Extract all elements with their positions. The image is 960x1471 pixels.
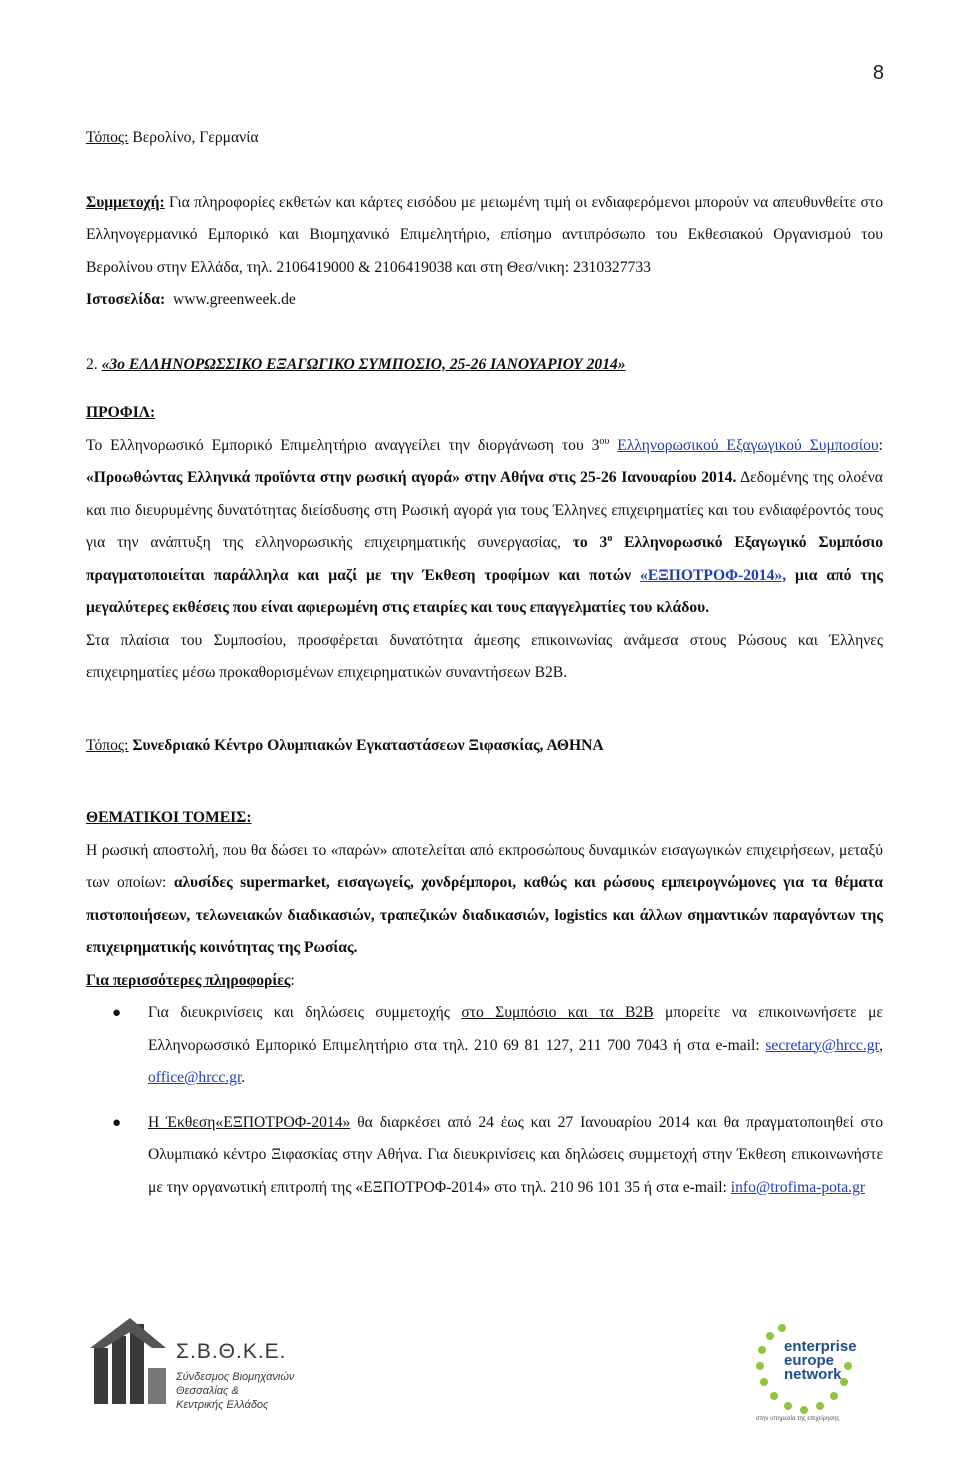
thematic-heading: ΘΕΜΑΤΙΚΟΙ ΤΟΜΕΙΣ: [86,809,252,826]
location-label: Τόπος: [86,129,129,146]
page-content [86,122,883,1216]
profile-heading: ΠΡΟΦΙΛ: [86,404,156,421]
thematic-paragraph: Η ρωσική αποστολή, που θα δώσει το «παρών» αποτελείται από εκπροσώπους δυναμικών εισαγωγικών επιχειρήσεων, μεταξύ των οποίων: αλυσίδες supermarket, εισαγωγείς, χονδρέμποροι, καθώς και ρώσους εμπειρογνώμονες για τα θέματα πιστοποιήσεων, τελωνειακών διαδικασιών, τραπεζικών διαδικασιών, logistics και άλλων σημαντικών παραγόντων της επιχειρηματικής κοινότητας της Ρωσίας. [86,841,883,956]
een-logo [752,1318,872,1428]
sbke-title: Σ.Β.Θ.Κ.Ε. [176,1340,287,1363]
b2b-paragraph: Στα πλαίσια του Συμποσίου, προσφέρεται δυνατότητα άμεσης επικοινωνίας ανάμεσα στους Ρώσους και Έλληνες επιχειρηματίες μέσω προκαθορισμένων επιχειρηματικών συναντήσεων B2B. [86,631,883,681]
expotrof-link[interactable]: «ΕΞΠΟΤΡΟΦ-2014», [640,566,787,584]
website-line [86,284,883,317]
website-label: Ιστοσελίδα: [86,291,166,308]
een-wordmark: enterprise europe network [784,1338,857,1383]
email-link-office[interactable]: office@hrcc.gr [148,1069,242,1086]
venue-line [86,730,883,763]
een-tagline: στην υπηρεσία της επιχείρησης [756,1416,840,1422]
participation-paragraph: Συμμετοχή: Για πληροφορίες εκθετών και κάρτες εισόδου με μειωμένη τιμή οι ενδιαφερόμενοι μπορούν να απευθυνθείτε στο Ελληνογερμανικό Εμπορικό και Βιομηχανικό Επιμελητήριο, επίσημο αντιπρόσωπο του Εκθεσιακού Οργανισμού του Βερολίνου στην Ελλάδα, τηλ. 2106419000 & 2106419038 και στη Θεσ/νικη: 2310327733 [86,193,883,276]
bullet-icon: ● [112,1114,122,1131]
email-link-info[interactable]: info@trofima-pota.gr [730,1178,866,1196]
more-info-heading: Για περισσότερες πληροφορίες: [86,971,295,989]
sbke-subtitle: Σύνδεσμος Βιομηχανιών Θεσσαλίας & Κεντρικής Ελλάδος [176,1371,295,1411]
list-item: ● Για διευκρινίσεις και δηλώσεις συμμετοχής στο Συμπόσιο και τα B2B μπορείτε να επικοινωνήσετε με Ελληνορωσσικό Εμπορικό Επιμελητήριο στα τηλ. 210 69 81 127, 211 700 7043 ή στα e-mail: secretary@hrcc.gr, office@hrcc.gr. [86,997,883,1095]
symposium-link[interactable]: Ελληνορωσικού Εξαγωγικού Συμποσίου [617,436,879,454]
section-title: «3ο ΕΛΛΗΝΟΡΩΣΣΙΚΟ ΕΞΑΓΩΓΙΚΟ ΣΥΜΠΟΣΙΟ, 25-26 ΙΑΝΟΥΑΡΙΟΥ 2014» [101,355,626,373]
venue-label: Τόπος: [86,736,129,754]
page-number: 8 [872,62,884,84]
bullet-icon: ● [112,1005,122,1021]
email-link-secretary[interactable]: secretary@hrcc.gr [765,1036,880,1054]
sbke-logo [90,1318,340,1428]
sbke-mark-icon [90,1318,170,1408]
website-value: www.greenweek.de [172,291,296,308]
participation-label: Συμμετοχή: [86,193,165,211]
profile-paragraph: Το Ελληνορωσικό Εμπορικό Επιμελητήριο αναγγείλει την διοργάνωση του $3^{o\upsilon}$ Ελληνορωσικού Εξαγωγικού Συμποσίου: «Προωθώντας Ελληνικά προϊόντα στην ρωσική αγορά» στην Αθήνα στις 25-26 Ιανουαρίου 2014. Δεδομένης της ολοένα και πιο διευρυμένης δυνατότητας διείσδυσης στη Ρωσική αγορά για τους Έλληνες επιχειρηματίες και του ενδιαφέροντός τους για την ανάπτυξη της ελληνορωσικής επιχειρηματικής συνεργασίας, το $3^o$ Ελληνορωσικό Εξαγωγικό Συμπόσιο πραγματοποιείται παράλληλα και μαζί με την Έκθεση τροφίμων και ποτών «ΕΞΠΟΤΡΟΦ-2014», μια από της μεγαλύτερες εκθέσεις που είναι αφιερωμένη στις εταιρίες και τους επαγγελματίες του κλάδου. [86,435,884,616]
section-heading: 2. «3ο ΕΛΛΗΝΟΡΩΣΣΙΚΟ ΕΞΑΓΩΓΙΚΟ ΣΥΜΠΟΣΙΟ, 25-26 ΙΑΝΟΥΑΡΙΟΥ 2014» [86,355,626,373]
location-line: Τόπος: Βερολίνο, Γερμανία [86,129,259,146]
list-item: ● Η Έκθεση«ΕΞΠΟΤΡΟΦ-2014» θα διαρκέσει από 24 έως και 27 Ιανουαρίου 2014 και θα πραγματοποιηθεί στο Ολυμπιακό κέντρο Ξιφασκίας στην Αθήνα. Για διευκρινίσεις και δηλώσεις συμμετοχή στην Έκθεση επικοινωνήστε με την οργανωτική επιτροπή της «ΕΞΠΟΤΡΟΦ-2014» στο τηλ. 210 96 101 35 ή στα e-mail: info@trofima-pota.gr [86,1107,883,1205]
contact-list [86,997,883,1204]
venue-value: Συνεδριακό Κέντρο Ολυμπιακών Εγκαταστάσεων Ξιφασκίας, ΑΘΗΝΑ [128,736,604,754]
